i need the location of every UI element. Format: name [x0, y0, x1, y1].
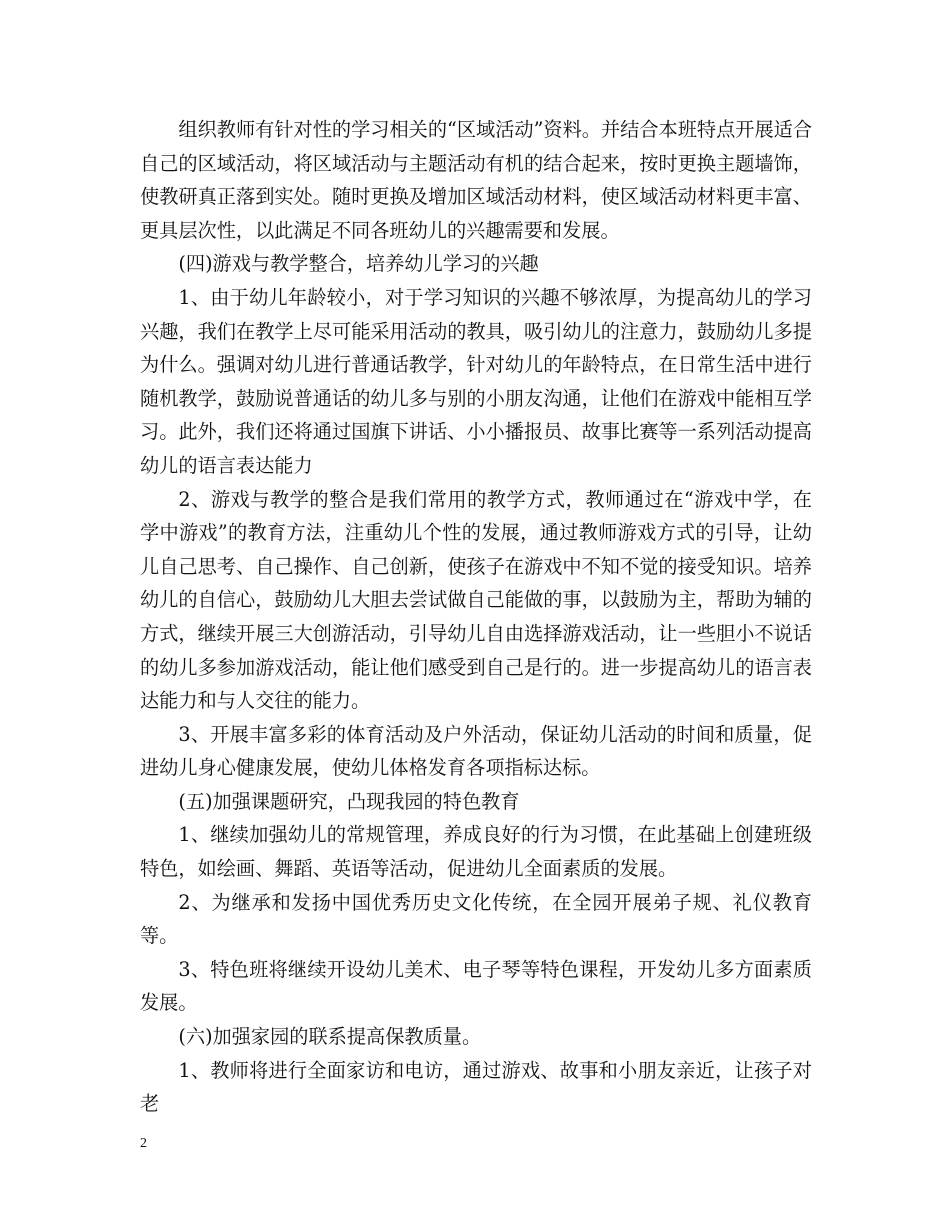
paragraph-4-3: 3、开展丰富多彩的体育活动及户外活动，保证幼儿活动的时间和质量，促进幼儿身心健康发展，使幼儿体格发育各项指标达标。	[140, 722, 812, 780]
paragraph-5-2: 2、为继承和发扬中国优秀历史文化传统，在全园开展弟子规、礼仪教育等。	[140, 890, 812, 948]
section-heading-4: (四)游戏与教学整合，培养幼儿学习的兴趣	[178, 252, 539, 276]
document-body	[140, 113, 812, 1121]
paragraph-regional-activities: 组织教师有针对性的学习相关的“区域活动”资料。并结合本班特点开展适合自己的区域活动，将区域活动与主题活动有机的结合起来，按时更换主题墙饰，使教研真正落到实处。随时更换及增加区域活动材料，使区域活动材料更丰富、更具层次性，以此满足不同各班幼儿的兴趣需要和发展。	[140, 118, 813, 242]
paragraph-4-1: 1、由于幼儿年龄较小，对于学习知识的兴趣不够浓厚，为提高幼儿的学习兴趣，我们在教学上尽可能采用活动的教具，吸引幼儿的注意力，鼓励幼儿多提为什么。强调对幼儿进行普通话教学，针对幼儿的年龄特点，在日常生活中进行随机教学，鼓励说普通话的幼儿多与别的小朋友沟通，让他们在游戏中能相互学习。此外，我们还将通过国旗下讲话、小小播报员、故事比赛等一系列活动提高幼儿的语言表达能力	[140, 285, 812, 477]
section-heading-6: (六)加强家园的联系提高保教质量。	[178, 1025, 482, 1049]
paragraph-6-1: 1、教师将进行全面家访和电访，通过游戏、故事和小朋友亲近，让孩子对老	[140, 1058, 812, 1116]
section-heading-5: (五)加强课题研究，凸现我园的特色教育	[178, 789, 520, 813]
paragraph-4-2: 2、游戏与教学的整合是我们常用的教学方式，教师通过在“游戏中学，在学中游戏”的教育方法，注重幼儿个性的发展，通过教师游戏方式的引导，让幼儿自己思考、自己操作、自己创新，使孩子在游戏中不知不觉的接受知识。培养幼儿的自信心，鼓励幼儿大胆去尝试做自己能做的事，以鼓励为主，帮助为辅的方式，继续开展三大创游活动，引导幼儿自由选择游戏活动，让一些胆小不说话的幼儿多参加游戏活动，能让他们感受到自己是行的。进一步提高幼儿的语言表达能力和与人交往的能力。	[140, 487, 812, 713]
page-number: 2	[140, 1136, 147, 1151]
paragraph-5-3: 3、特色班将继续开设幼儿美术、电子琴等特色课程，开发幼儿多方面素质发展。	[140, 957, 812, 1015]
paragraph-5-1: 1、继续加强幼儿的常规管理，养成良好的行为习惯，在此基础上创建班级特色，如绘画、舞蹈、英语等活动，促进幼儿全面素质的发展。	[140, 823, 812, 881]
